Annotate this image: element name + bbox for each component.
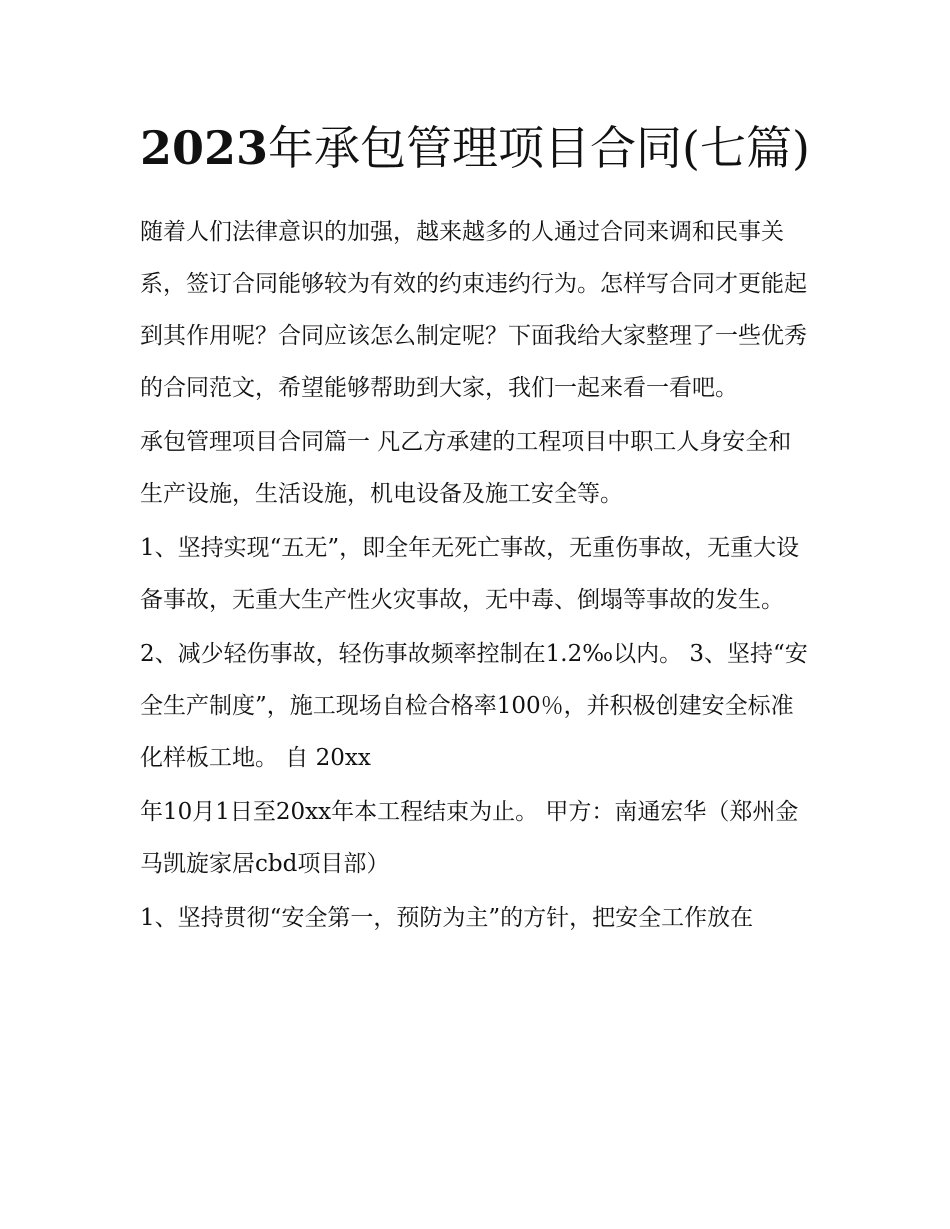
document-page	[140, 112, 820, 946]
title-text: 年承包管理项目合同(七篇)	[268, 121, 810, 175]
title-year: 2023	[140, 121, 269, 175]
item-1-paragraph: 1、坚持实现“五无”，即全年无死亡事故，无重伤事故，无重大设备事故，无重大生产性火灾事故，无中毒、倒塌等事故的发生。	[140, 535, 800, 613]
item-2-3-paragraph: 2、减少轻伤事故，轻伤事故频率控制在1.2‰以内。 3、坚持“安全生产制度”，施工现场自检合格率100％，并积极创建安全标准化样板工地。 自 20xx	[140, 641, 808, 771]
term-party-paragraph: 年10月1日至20xx年本工程结束为止。 甲方：南通宏华（郑州金马凯旋家居cbd项目部）	[140, 799, 799, 877]
document-title	[140, 112, 820, 184]
obligation-1-paragraph: 1、坚持贯彻“安全第一，预防为主”的方针，把安全工作放在	[140, 905, 754, 931]
intro-paragraph: 随着人们法律意识的加强，越来越多的人通过合同来调和民事关系，签订合同能够较为有效的约束违约行为。怎样写合同才更能起到其作用呢？合同应该怎么制定呢？下面我给大家整理了一些优秀的合同范文，希望能够帮助到大家，我们一起来看一看吧。	[140, 219, 807, 401]
section-one-paragraph: 承包管理项目合同篇一 凡乙方承建的工程项目中职工人身安全和生产设施，生活设施，机电设备及施工安全等。	[140, 429, 792, 507]
